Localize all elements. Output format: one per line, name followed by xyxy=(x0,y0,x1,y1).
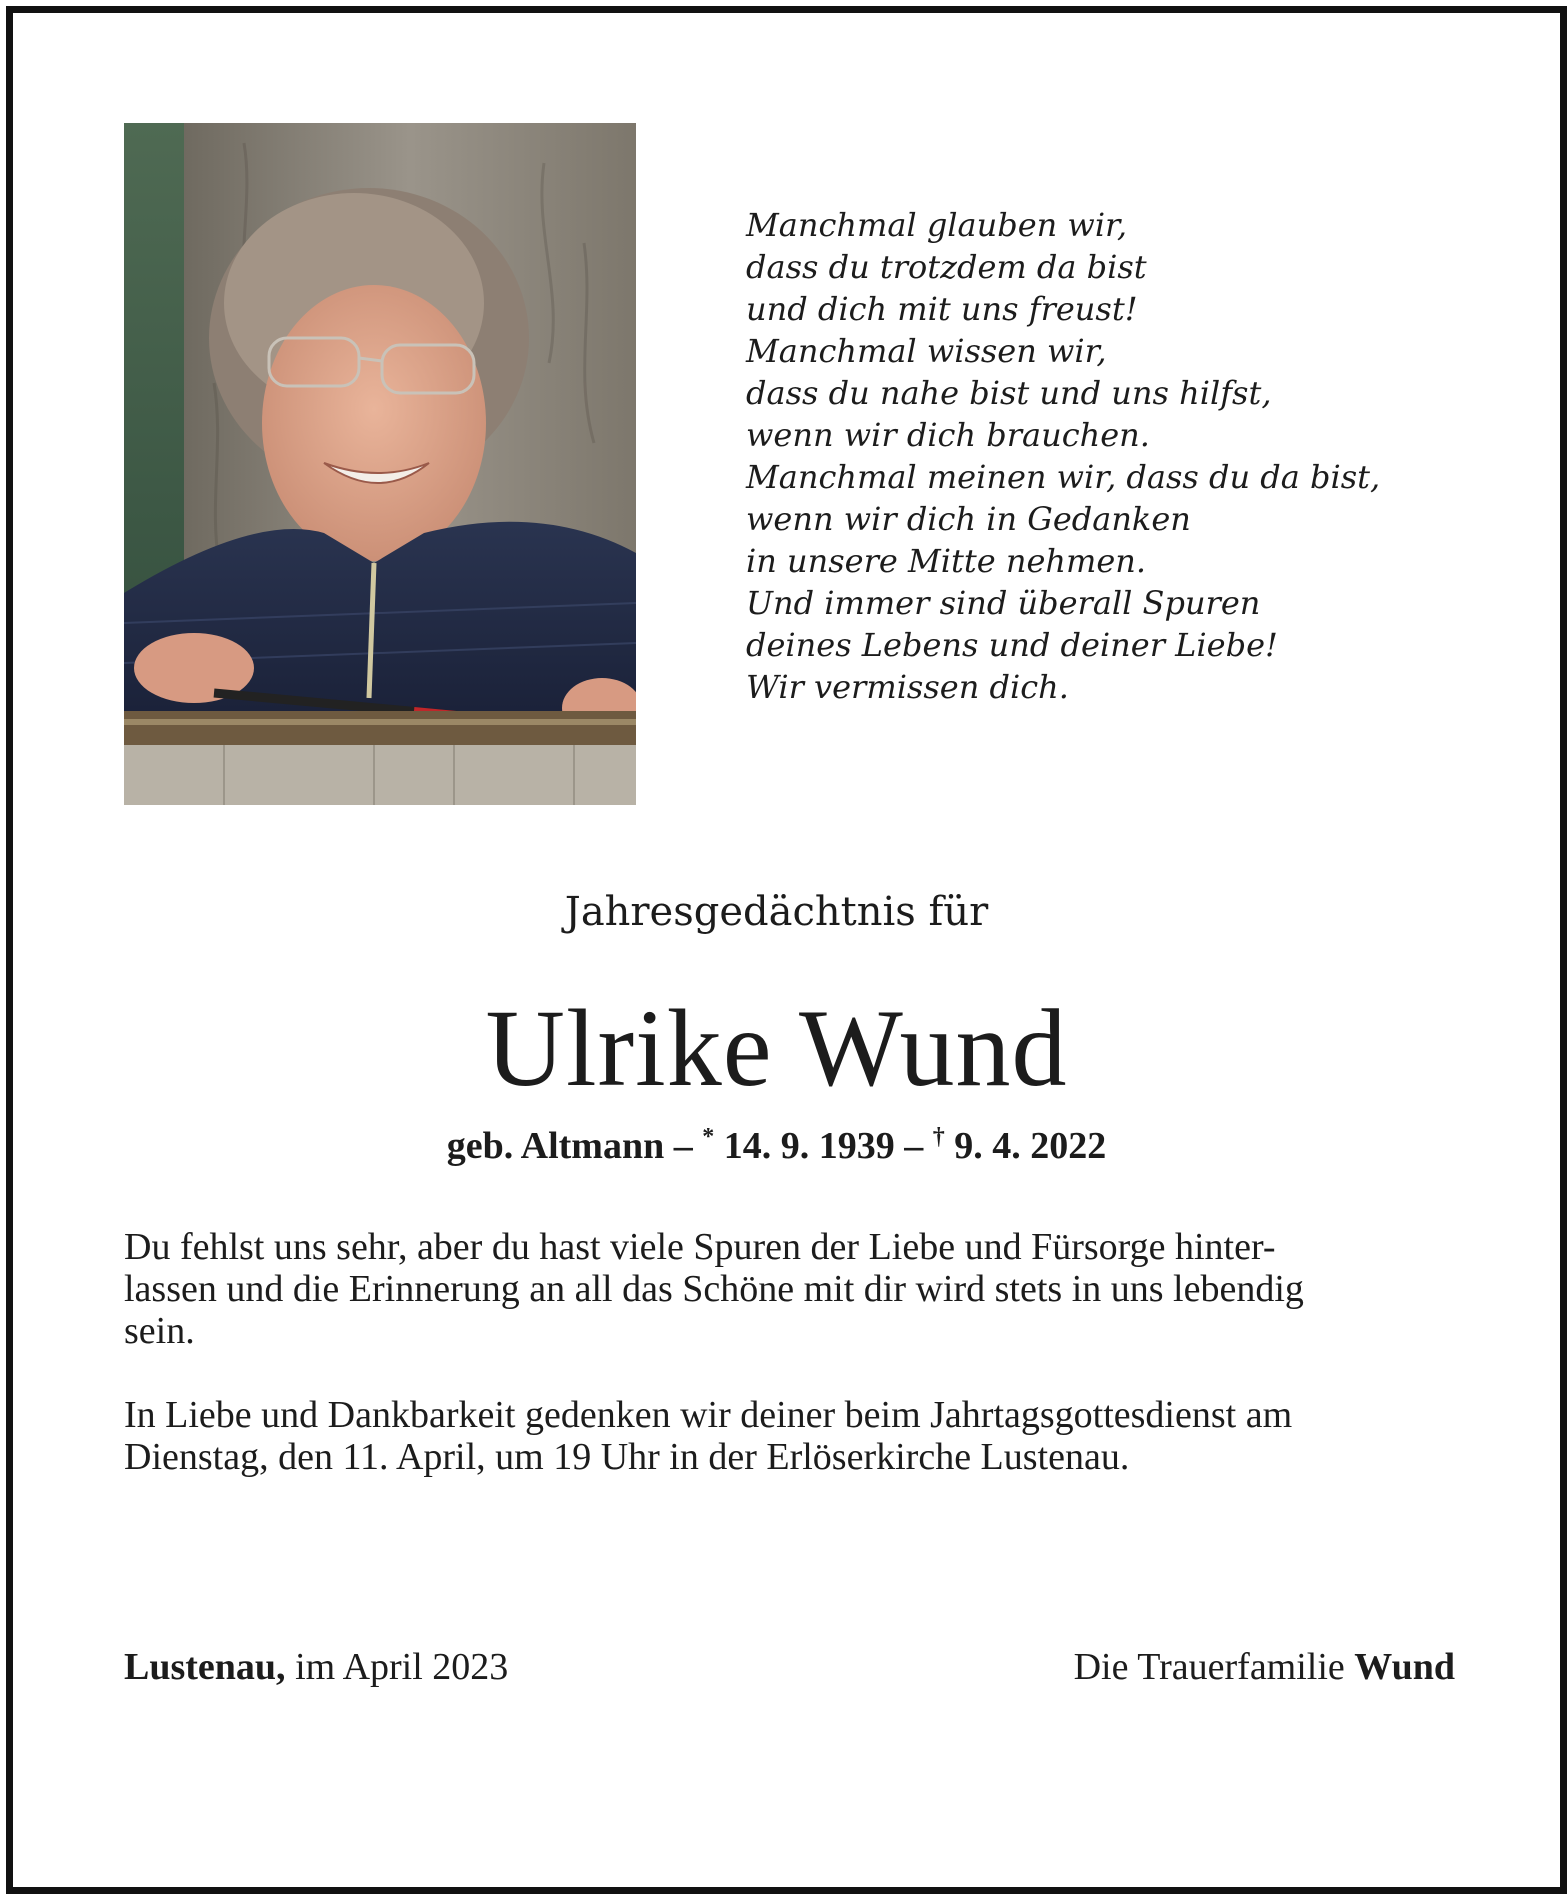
poem-line: Manchmal wissen wir, xyxy=(746,332,1107,370)
body-line: lassen und die Erinnerung an all das Schöne mit dir wird stets in uns lebendig xyxy=(124,1268,1304,1310)
place: Lustenau, xyxy=(124,1646,286,1688)
birth-date: 14. 9. 1939 xyxy=(714,1125,895,1167)
life-dates xyxy=(0,1114,1553,1169)
memorial-subtitle: Jahresgedächtnis für xyxy=(564,889,989,935)
body-line: Du fehlst uns sehr, aber du hast viele Spuren der Liebe und Fürsorge hinter- xyxy=(124,1226,1276,1268)
poem-line: Und immer sind überall Spuren xyxy=(746,584,1261,622)
body-line: Dienstag, den 11. April, um 19 Uhr in der Erlöserkirche Lustenau. xyxy=(124,1436,1130,1478)
poem-line: dass du trotzdem da bist xyxy=(746,248,1147,286)
maiden-name: geb. Altmann xyxy=(446,1125,665,1167)
dash-separator: – xyxy=(664,1125,703,1167)
poem xyxy=(746,204,1466,708)
death-date: 9. 4. 2022 xyxy=(944,1125,1107,1167)
poem-line: Wir vermissen dich. xyxy=(746,668,1069,706)
poem-line: Manchmal meinen wir, dass du da bist, xyxy=(746,458,1381,496)
body-line: In Liebe und Dankbarkeit gedenken wir deiner beim Jahrtagsgottesdienst am xyxy=(124,1394,1293,1436)
body-paragraph-2 xyxy=(124,1394,1444,1478)
body-line: sein. xyxy=(124,1310,195,1352)
poem-line: wenn wir dich in Gedanken xyxy=(746,500,1191,538)
family-name: Wund xyxy=(1354,1646,1455,1688)
deceased-name: Ulrike Wund xyxy=(485,987,1068,1109)
poem-line: Manchmal glauben wir, xyxy=(746,206,1127,244)
poem-line: deines Lebens und deiner Liebe! xyxy=(746,626,1278,664)
place-and-date xyxy=(124,1644,508,1690)
dash-separator: – xyxy=(894,1125,933,1167)
birth-symbol: * xyxy=(702,1124,715,1150)
death-symbol: † xyxy=(932,1124,945,1150)
portrait-photo xyxy=(124,123,636,805)
body-paragraph-1 xyxy=(124,1226,1444,1352)
poem-line: und dich mit uns freust! xyxy=(746,290,1138,328)
date: im April 2023 xyxy=(285,1646,509,1688)
poem-line: wenn wir dich brauchen. xyxy=(746,416,1150,454)
portrait-photo-icon xyxy=(124,123,636,805)
family-signature xyxy=(1074,1644,1455,1690)
poem-line: dass du nahe bist und uns hilfst, xyxy=(746,374,1272,412)
family-prefix: Die Trauerfamilie xyxy=(1073,1646,1355,1688)
poem-line: in unsere Mitte nehmen. xyxy=(746,542,1147,580)
